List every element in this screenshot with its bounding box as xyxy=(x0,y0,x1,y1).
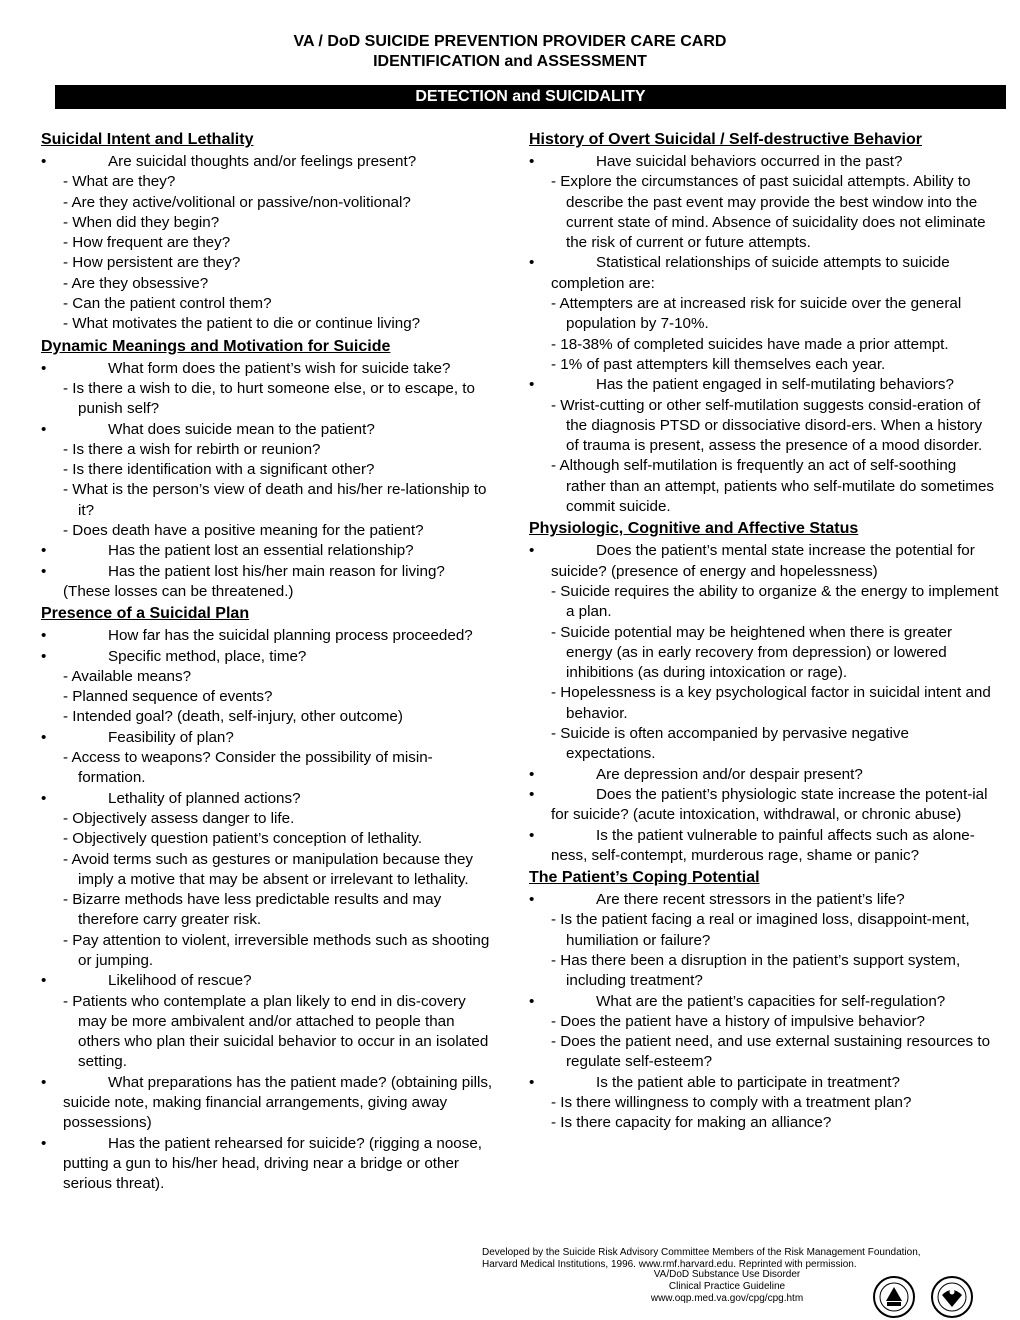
sub-item xyxy=(529,355,999,375)
item-text: - Does death have a positive meaning for the patient? xyxy=(63,522,424,540)
bullet-icon: • xyxy=(41,359,47,377)
item-text: What are the patient’s capacities for self-regulation? xyxy=(596,992,946,1010)
sub-item xyxy=(529,172,999,253)
item-text: - Pay attention to violent, irreversible methods such as shooting or jumping. xyxy=(63,931,490,969)
credit-line-1: Developed by the Suicide Risk Advisory Committee Members of the Risk Management Foundation, xyxy=(482,1247,921,1258)
sub-item xyxy=(41,172,496,192)
sub-item xyxy=(41,748,496,789)
sub-item xyxy=(41,687,496,707)
sub-item xyxy=(41,193,496,213)
sub-item xyxy=(529,724,999,765)
sub-item xyxy=(529,582,999,623)
item-text: - Intended goal? (death, self-injury, other outcome) xyxy=(63,708,403,726)
bullet-item xyxy=(529,541,999,582)
heading-physiologic-status: Physiologic, Cognitive and Affective Status xyxy=(529,520,859,538)
bullet-item xyxy=(529,1073,999,1093)
right-column xyxy=(529,128,999,1134)
bullet-icon: • xyxy=(529,891,535,909)
item-text: Likelihood of rescue? xyxy=(108,972,252,990)
item-text: What form does the patient’s wish for suicide take? xyxy=(108,359,451,377)
item-text: Is the patient able to participate in treatment? xyxy=(596,1073,900,1091)
sub-item xyxy=(41,233,496,253)
item-text: - When did they begin? xyxy=(63,213,220,231)
bullet-icon: • xyxy=(41,728,47,746)
bullet-icon: • xyxy=(41,153,47,170)
bullet-icon: • xyxy=(529,765,535,783)
item-text: Has the patient lost an essential relationship? xyxy=(108,542,414,560)
bullet-icon: • xyxy=(529,254,535,272)
sub-item xyxy=(41,890,496,931)
sub-item xyxy=(529,1012,999,1032)
item-text: Are there recent stressors in the patient’s life? xyxy=(596,891,905,909)
bullet-icon: • xyxy=(41,1134,47,1152)
bullet-icon: • xyxy=(41,562,47,580)
list-suicidal-plan xyxy=(41,626,496,1194)
credit-line-2: Harvard Medical Institutions, 1996. www.rmf.harvard.edu. Reprinted with permission. xyxy=(482,1259,857,1270)
bullet-icon: • xyxy=(41,972,47,990)
item-text: - Objectively assess danger to life. xyxy=(63,809,295,827)
list-overt-history xyxy=(529,152,999,517)
item-text: Has the patient lost his/her main reason for living? xyxy=(108,562,445,580)
item-text: Has the patient engaged in self-mutilating behaviors? xyxy=(596,376,954,394)
item-text: - Is there a wish for rebirth or reunion? xyxy=(63,440,321,458)
item-text: Has the patient rehearsed for suicide? (rigging a noose, putting a gun to his/her head, driving near a bridge or other serious threat). xyxy=(63,1134,483,1193)
heading-dynamic-meanings: Dynamic Meanings and Motivation for Suicide xyxy=(41,337,391,355)
item-text: - How frequent are they? xyxy=(63,234,231,252)
guideline-line-3: www.oqp.med.va.gov/cpg/cpg.htm xyxy=(650,1293,804,1304)
item-text: Does the patient’s mental state increase the potential for suicide? (presence of energy and hopelessness) xyxy=(551,542,975,580)
item-text: - Is there capacity for making an alliance? xyxy=(551,1114,832,1132)
guideline-line-1: VA/DoD Substance Use Disorder xyxy=(653,1269,801,1280)
sub-item xyxy=(529,910,999,951)
sub-item xyxy=(41,667,496,687)
bullet-icon: • xyxy=(529,376,535,394)
bullet-item xyxy=(529,890,999,910)
bullet-item xyxy=(529,826,999,867)
title-line-1: VA / DoD SUICIDE PREVENTION PROVIDER CARE CARD xyxy=(293,33,727,50)
sub-item xyxy=(41,809,496,829)
sub-item xyxy=(41,253,496,273)
sub-item xyxy=(529,1032,999,1073)
bullet-icon: • xyxy=(41,627,47,645)
item-text: - What is the person’s view of death and his/her re-lationship to it? xyxy=(63,481,487,519)
bullet-item xyxy=(41,728,496,748)
item-text: Have suicidal behaviors occurred in the past? xyxy=(596,153,903,170)
sub-item xyxy=(529,1113,999,1133)
item-text: What does suicide mean to the patient? xyxy=(108,420,375,438)
sub-item xyxy=(529,396,999,457)
sub-item xyxy=(41,480,496,521)
bullet-item xyxy=(529,375,999,395)
sub-item xyxy=(41,440,496,460)
item-text: Is the patient vulnerable to painful affects such as alone-ness, self-contempt, murderous rage, shame or panic? xyxy=(551,826,975,864)
dod-seal-icon xyxy=(930,1275,974,1319)
bullet-item xyxy=(529,152,999,172)
item-text: - Available means? xyxy=(63,667,192,685)
item-text: - What motivates the patient to die or continue living? xyxy=(63,315,421,333)
bullet-item xyxy=(41,562,496,582)
sub-item xyxy=(41,521,496,541)
item-text: - Has there been a disruption in the patient’s support system, including treatment? xyxy=(551,951,961,990)
item-text: Does the patient’s physiologic state increase the potent-ial for suicide? (acute intoxication, withdrawal, or chronic abuse) xyxy=(551,785,988,824)
guideline-line-2: Clinical Practice Guideline xyxy=(668,1281,786,1292)
sub-item xyxy=(529,951,999,992)
item-text: Are suicidal thoughts and/or feelings present? xyxy=(108,153,417,170)
sub-item xyxy=(41,213,496,233)
bullet-icon: • xyxy=(41,647,47,665)
item-text: - Avoid terms such as gestures or manipulation because they imply a motive that may be absent or irrelevant to lethality. xyxy=(63,850,474,888)
bullet-icon: • xyxy=(41,420,47,438)
bullet-icon: • xyxy=(529,153,535,170)
sub-item xyxy=(529,456,999,517)
bullet-item xyxy=(41,647,496,667)
heading-suicidal-plan: Presence of a Suicidal Plan xyxy=(41,605,250,623)
bullet-item xyxy=(41,359,496,379)
sub-item xyxy=(41,460,496,480)
item-text: - 1% of past attempters kill themselves each year. xyxy=(551,355,886,373)
bullet-item xyxy=(529,765,999,785)
item-text: - Explore the circumstances of past suicidal attempts. Ability to describe the past event may provide the best window into the current state of mind. Absence of suicidality does not eliminate the risk of current or future attempts. xyxy=(551,173,986,252)
item-text: Are depression and/or despair present? xyxy=(596,765,863,783)
heading-overt-history: History of Overt Suicidal / Self-destructive Behavior xyxy=(529,131,922,148)
sub-item xyxy=(529,294,999,335)
item-text: (These losses can be threatened.) xyxy=(63,582,294,600)
plain-item xyxy=(41,582,496,602)
bullet-item xyxy=(41,1134,496,1195)
bullet-icon: • xyxy=(41,542,47,560)
item-text: - Access to weapons? Consider the possibility of misin-formation. xyxy=(63,749,433,787)
item-text: - Is there a wish to die, to hurt someone else, or to escape, to punish self? xyxy=(63,379,475,418)
bullet-item xyxy=(529,992,999,1012)
item-text: - Hopelessness is a key psychological factor in suicidal intent and behavior. xyxy=(551,684,991,722)
list-dynamic-meanings xyxy=(41,359,496,603)
va-seal-icon xyxy=(872,1275,916,1319)
bullet-icon: • xyxy=(529,826,535,844)
item-text: - Is the patient facing a real or imagined loss, disappoint-ment, humiliation or failure? xyxy=(551,911,970,949)
sub-item xyxy=(529,335,999,355)
item-text: - Objectively question patient’s conception of lethality. xyxy=(63,830,423,848)
item-text: - 18-38% of completed suicides have made a prior attempt. xyxy=(551,335,949,353)
sub-item xyxy=(529,683,999,724)
item-text: Lethality of planned actions? xyxy=(108,789,301,807)
list-suicidal-intent xyxy=(41,152,496,335)
bullet-item xyxy=(41,541,496,561)
item-text: - What are they? xyxy=(63,173,176,191)
heading-coping-potential: The Patient’s Coping Potential xyxy=(529,869,760,887)
sub-item xyxy=(41,314,496,334)
item-text: - Suicide potential may be heightened when there is greater energy (as in early recovery from depression) or lowered inhibitions (as during intoxication or rage). xyxy=(551,623,953,682)
item-text: - Are they obsessive? xyxy=(63,274,209,292)
item-text: Feasibility of plan? xyxy=(108,728,234,746)
item-text: - Are they active/volitional or passive/non-volitional? xyxy=(63,193,411,211)
item-text: - Attempters are at increased risk for suicide over the general population by 7-10%. xyxy=(551,295,962,333)
sub-item xyxy=(41,294,496,314)
item-text: How far has the suicidal planning process proceeded? xyxy=(108,627,473,645)
title-line-2: IDENTIFICATION and ASSESSMENT xyxy=(373,53,647,70)
item-text: - Is there willingness to comply with a treatment plan? xyxy=(551,1094,912,1112)
bullet-item xyxy=(41,1073,496,1134)
item-text: What preparations has the patient made? (obtaining pills, suicide note, making financial arrangements, giving away possessions) xyxy=(63,1073,493,1132)
item-text: - Patients who contemplate a plan likely to end in dis-covery may be more ambivalent and/or attached to people than others who plan their suicidal behavior to occur in an isolated setting. xyxy=(63,992,489,1071)
item-text: - Is there identification with a significant other? xyxy=(63,461,375,479)
left-column xyxy=(41,128,496,1195)
list-physiologic-status xyxy=(529,541,999,866)
sub-item xyxy=(41,707,496,727)
heading-suicidal-intent: Suicidal Intent and Lethality xyxy=(41,131,254,148)
bullet-item xyxy=(41,971,496,991)
bullet-item xyxy=(41,626,496,646)
sub-item xyxy=(41,829,496,849)
bullet-icon: • xyxy=(529,542,535,560)
sub-item xyxy=(529,1093,999,1113)
item-text: - Does the patient have a history of impulsive behavior? xyxy=(551,1012,925,1030)
sub-item xyxy=(41,379,496,420)
bullet-item xyxy=(529,785,999,826)
sub-item xyxy=(529,623,999,684)
item-text: - How persistent are they? xyxy=(63,254,241,272)
bullet-item xyxy=(41,420,496,440)
bullet-icon: • xyxy=(41,789,47,807)
item-text: - Bizarre methods have less predictable results and may therefore carry greater risk. xyxy=(63,891,442,929)
section-banner: DETECTION and SUICIDALITY xyxy=(55,85,1006,109)
bullet-icon: • xyxy=(529,992,535,1010)
bullet-item xyxy=(41,152,496,172)
bullet-icon: • xyxy=(529,1073,535,1091)
item-text: Specific method, place, time? xyxy=(108,647,307,665)
bullet-item xyxy=(41,789,496,809)
bullet-item xyxy=(529,253,999,294)
item-text: - Suicide is often accompanied by pervasive negative expectations. xyxy=(551,725,909,763)
bullet-icon: • xyxy=(41,1073,47,1091)
item-text: - Can the patient control them? xyxy=(63,295,272,313)
sub-item xyxy=(41,850,496,891)
bullet-icon: • xyxy=(529,785,535,803)
item-text: - Suicide requires the ability to organize & the energy to implement a plan. xyxy=(551,582,999,621)
item-text: - Although self-mutilation is frequently an act of self-soothing rather than an attempt, patients who self-mutilate do sometimes commit suicide. xyxy=(551,457,994,516)
item-text: - Planned sequence of events? xyxy=(63,688,273,706)
item-text: Statistical relationships of suicide attempts to suicide completion are: xyxy=(551,254,950,292)
sub-item xyxy=(41,931,496,972)
item-text: - Wrist-cutting or other self-mutilation suggests consid-eration of the diagnosis PTSD or dissociative disord-ers. When a history of trauma is present, assess the presence of a mood disorder. xyxy=(551,396,983,455)
item-text: - Does the patient need, and use external sustaining resources to regulate self-esteem? xyxy=(551,1033,991,1071)
sub-item xyxy=(41,992,496,1073)
list-coping-potential xyxy=(529,890,999,1134)
sub-item xyxy=(41,274,496,294)
